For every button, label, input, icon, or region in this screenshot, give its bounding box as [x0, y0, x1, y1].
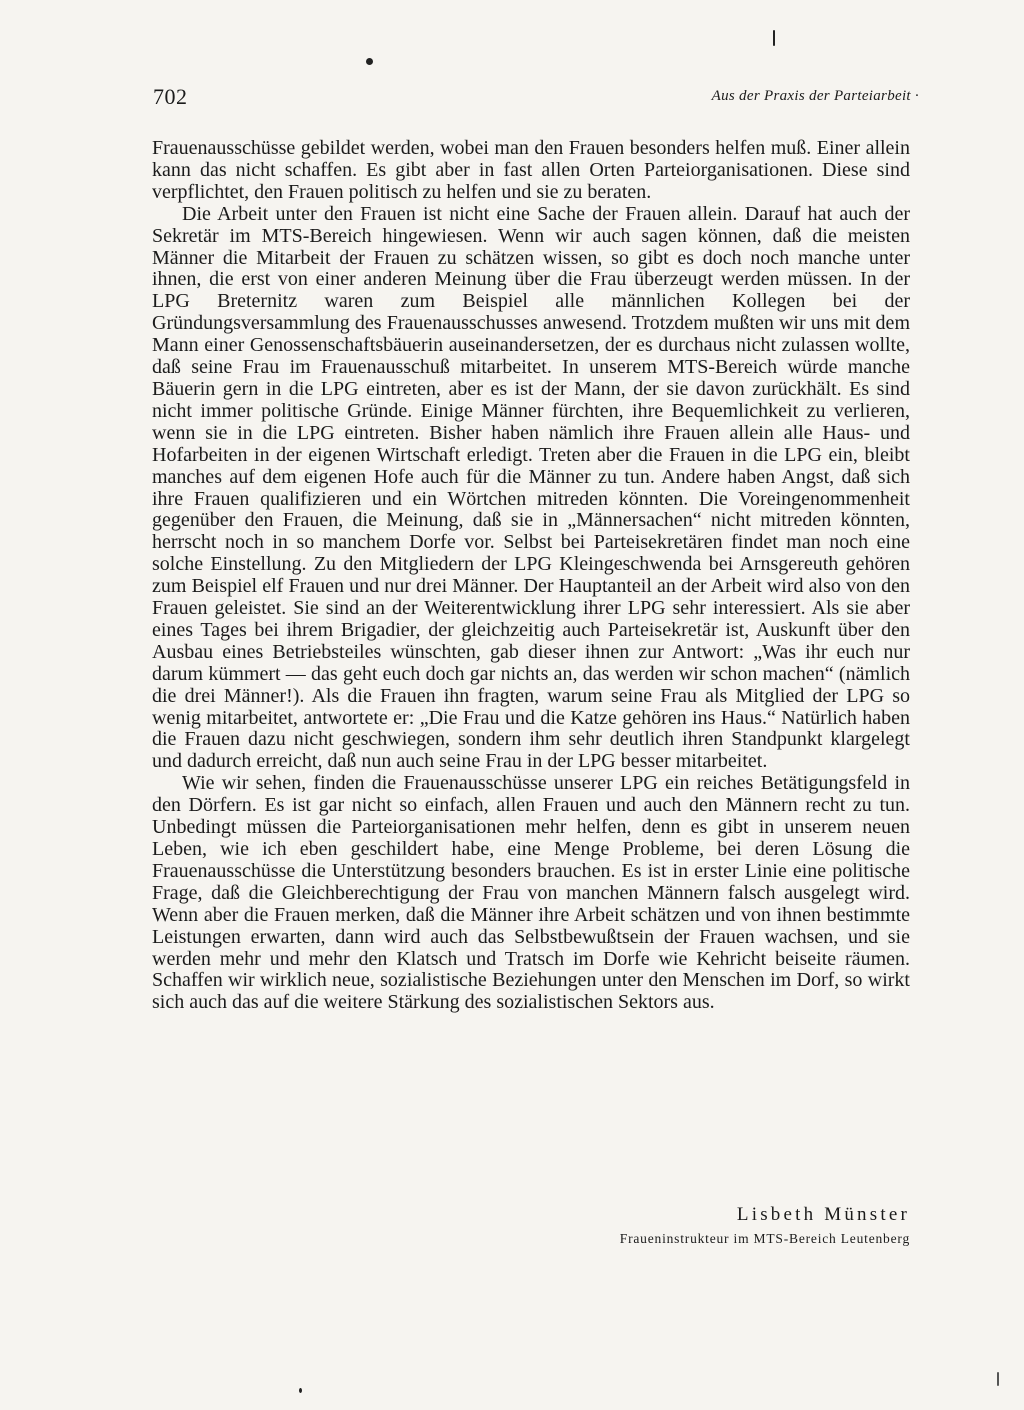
- page-number: 702: [153, 84, 188, 109]
- paragraph-continuation: Frauenausschüsse gebildet werden, wobei man den Frauen besonders helfen muß. Einer allein kann das nicht schaffen. Es gibt aber in fast allen Orten Parteiorganisationen. Diese sind verpflichtet, den Frauen politisch zu helfen und sie zu beraten.: [152, 137, 910, 203]
- ink-speck: [773, 30, 775, 46]
- article-body: [152, 138, 910, 1014]
- ink-speck: [997, 1372, 999, 1386]
- ink-speck: [299, 1388, 302, 1393]
- running-head: Aus der Praxis der Parteiarbeit ·: [711, 88, 919, 104]
- paragraph: Wie wir sehen, finden die Frauenausschüsse unserer LPG ein reiches Betätigungsfeld in den Dörfern. Es ist gar nicht so einfach, allen Frauen und auch den Männern recht zu tun. Unbedingt müssen die Parteiorganisationen mehr helfen, denn es gibt in unserem neuen Leben, wie ich eben geschildert habe, eine Menge Probleme, bei deren Lösung die Frauenausschüsse die Unterstützung besonders brauchen. Es ist in erster Linie eine politische Frage, daß die Gleichberechtigung der Frau von manchen Männern falsch ausgelegt wird. Wenn aber die Frauen merken, daß die Männer ihre Arbeit schätzen und von ihnen bestimmte Leistungen erwarten, dann wird auch das Selbstbewußtsein der Frauen wachsen, und sie werden mehr und mehr den Klatsch und Tratsch im Dorfe wie Kehricht beiseite räumen. Schaffen wir wirklich neue, sozialistische Beziehungen unter den Menschen im Dorf, so wirkt sich auch das auf die weitere Stärkung des sozialistischen Sektors aus.: [152, 772, 910, 1014]
- author-name: Lisbeth Münster: [736, 1204, 910, 1225]
- page-header: [153, 84, 919, 110]
- author-signature: [620, 1203, 910, 1250]
- ink-speck: [366, 58, 373, 65]
- author-role: Fraueninstrukteur im MTS-Bereich Leutenberg: [619, 1231, 910, 1246]
- paragraph: Die Arbeit unter den Frauen ist nicht eine Sache der Frauen allein. Darauf hat auch der Sekretär im MTS-Bereich hingewiesen. Wenn wir auch sagen können, daß die meisten Männer die Mitarbeit der Frauen zu schätzen wissen, so gibt es doch noch manche unter ihnen, die erst von einer anderen Meinung über die Frau überzeugt werden müssen. In der LPG Breternitz waren zum Beispiel alle männlichen Kollegen bei der Gründungsversammlung des Frauenausschusses anwesend. Trotzdem mußten wir uns mit dem Mann einer Genossenschaftsbäuerin auseinandersetzen, der es durchaus nicht zulassen wollte, daß seine Frau im Frauenausschuß mitarbeitet. In unserem MTS-Bereich würde manche Bäuerin gern in die LPG eintreten, aber es ist der Mann, der sie davon zurückhält. Es sind nicht immer politische Gründe. Einige Männer fürchten, ihre Bequemlichkeit zu verlieren, wenn sie in die LPG eintreten. Bisher haben nämlich ihre Frauen allein alle Haus- und Hofarbeiten in der eigenen Wirtschaft erledigt. Treten aber die Frauen in die LPG ein, bleibt manches auf dem eigenen Hofe auch für die Männer zu tun. Andere haben Angst, daß sich ihre Frauen qualifizieren und ein Wörtchen mitreden könnten. Die Voreingenommenheit gegenüber den Frauen, die Meinung, daß sie in „Männersachen“ nicht mitreden könnten, herrscht noch in so manchem Dorfe vor. Selbst bei Parteisekretären findet man noch eine solche Einstellung. Zu den Mitgliedern der LPG Kleingeschwenda bei Arnsgereuth gehören zum Beispiel elf Frauen und nur drei Männer. Der Hauptanteil an der Arbeit wird also von den Frauen geleistet. Sie sind an der Weiterentwicklung ihrer LPG sehr interessiert. Als sie aber eines Tages bei ihrem Brigadier, der gleichzeitig auch Parteisekretär ist, Auskunft über den Ausbau eines Betriebsteiles wünschten, gab dieser ihnen zur Antwort: „Was ihr euch nur darum kümmert — das geht euch doch gar nichts an, das werden wir schon machen“ (nämlich die drei Männer!). Als die Frauen ihn fragten, warum seine Frau als Mitglied der LPG so wenig mitarbeitet, antwortete er: „Die Frau und die Katze gehören ins Haus.“ Natürlich haben die Frauen dazu nicht geschwiegen, sondern ihm sehr deutlich ihren Standpunkt klargelegt und dadurch erreicht, daß nun auch seine Frau in der LPG besser mitarbeitet.: [152, 202, 910, 773]
